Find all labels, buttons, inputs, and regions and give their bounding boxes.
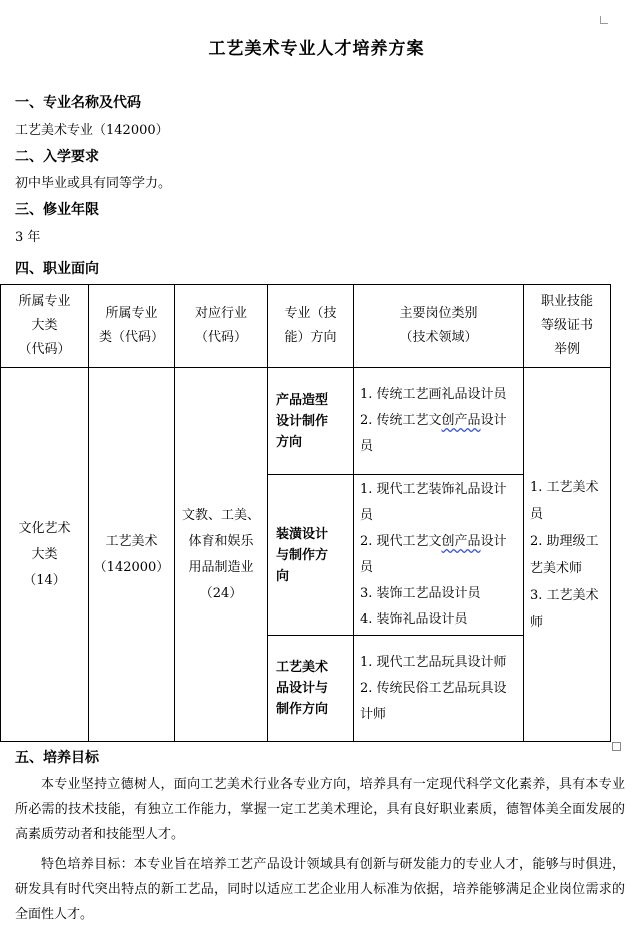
job-item: 1. 传统工艺画礼品设计员 (360, 387, 507, 402)
job-item: 4. 装饰礼品设计员 (360, 612, 468, 627)
job-item: 1. 现代工艺装饰礼品设计员 (360, 482, 507, 523)
section-3-text: 3 年 (15, 230, 41, 245)
header-jobs: 主要岗位类别 （技术领域） (354, 285, 524, 368)
certificate-item: 3. 工艺美术师 (530, 587, 599, 630)
training-goal-paragraph: 本专业坚持立德树人，面向工艺美术行业各专业方向，培养具有一定现代科学文化素养，具有本专业所必需的技术技能，有独立工作能力，掌握一定工艺美术理论，具有良好职业素质，德智体美全面发展的高素质劳动者和技能型人才。 (15, 777, 625, 842)
category-cell: 文化艺术 大类 （14） (1, 368, 89, 742)
table-resize-handle[interactable] (612, 742, 621, 751)
document-title: 工艺美术专业人才培养方案 (208, 39, 425, 59)
section-3-heading: 三、修业年限 (15, 202, 99, 218)
header-category: 所属专业 大类 （代码） (1, 285, 89, 368)
section-2-heading: 二、入学要求 (15, 149, 99, 165)
jobs-cell (354, 636, 524, 742)
job-item: 2. 传统民俗工艺品玩具设计师 (360, 680, 507, 722)
direction-cell: 装潢设计 与制作方 向 (268, 475, 354, 636)
certificate-item: 2. 助理级工艺美术师 (530, 533, 599, 576)
job-item: 2. 传统工艺文创产品设计员 (360, 413, 507, 454)
page-corner-mark (600, 16, 608, 24)
header-certificates: 职业技能 等级证书 举例 (524, 285, 611, 368)
industry-cell: 文教、工美、 体育和娱乐 用品制造业 （24） (175, 368, 268, 742)
job-item: 3. 装饰工艺品设计员 (360, 586, 481, 601)
header-direction: 专业（技 能）方向 (268, 285, 354, 368)
direction-cell: 产品造型 设计制作 方向 (268, 368, 354, 475)
section-5-heading: 五、培养目标 (15, 750, 99, 766)
section-1-heading: 一、专业名称及代码 (15, 95, 141, 111)
job-item: 1. 现代工艺品玩具设计师 (360, 654, 507, 670)
section-4-heading: 四、职业面向 (15, 261, 99, 277)
section-2-text: 初中毕业或具有同等学力。 (15, 176, 172, 191)
header-industry: 对应行业 （代码） (175, 285, 268, 368)
special-goal-paragraph: 特色培养目标：本专业旨在培养工艺产品设计领域具有创新与研发能力的专业人才，能够与时俱进，研发具有时代突出特点的新工艺品，同时以适应工艺企业用人标准为依据，培养能够满足企业岗位需求的全面性人才。 (15, 857, 625, 922)
job-item: 2. 现代工艺文创产品设计员 (360, 534, 507, 575)
career-orientation-table (0, 284, 611, 742)
jobs-cell (354, 368, 524, 475)
spellcheck-mark: 创产品 (441, 534, 481, 549)
spellcheck-mark: 创产品 (441, 413, 481, 428)
table-header-row (1, 285, 611, 368)
certificate-item: 1. 工艺美术员 (530, 479, 599, 522)
section-1-text: 工艺美术专业（142000） (15, 123, 169, 138)
direction-cell: 工艺美术 品设计与 制作方向 (268, 636, 354, 742)
subcategory-cell: 工艺美术 （142000） (89, 368, 175, 742)
certificates-cell (524, 368, 611, 742)
header-subcategory: 所属专业 类（代码） (89, 285, 175, 368)
table-row (1, 368, 611, 475)
jobs-cell (354, 475, 524, 636)
